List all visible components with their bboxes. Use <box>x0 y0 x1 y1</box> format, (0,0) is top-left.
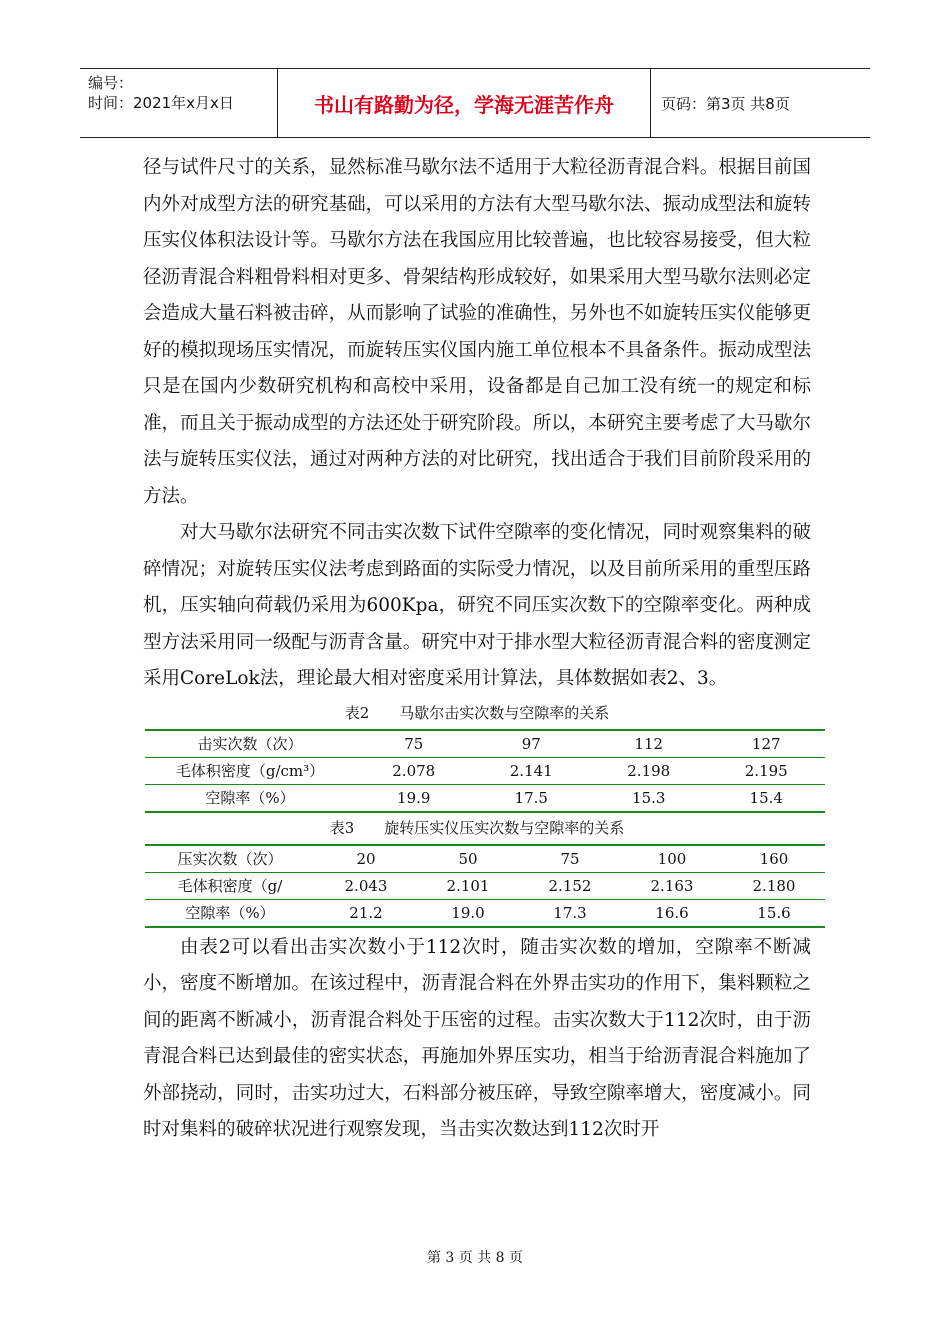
row-header-cell: 击实次数（次） <box>197 735 303 753</box>
header-meta <box>80 69 278 137</box>
data-cell: 2.163 <box>650 876 694 895</box>
table-3-body <box>145 845 825 927</box>
data-cell: 17.3 <box>553 903 587 922</box>
data-cell: 2.180 <box>752 876 796 895</box>
data-cell: 15.3 <box>632 788 666 807</box>
data-cell: 19.9 <box>397 788 431 807</box>
data-cell: 2.195 <box>744 761 788 780</box>
row-header-cell: 压实次数（次） <box>177 850 283 868</box>
data-cell: 15.4 <box>749 788 783 807</box>
row-header-cell: 毛体积密度（g/cm³） <box>175 762 325 780</box>
page-footer: 第 3 页 共 8 页 <box>426 1250 524 1266</box>
data-cell: 2.078 <box>392 761 436 780</box>
data-cell: 50 <box>458 849 478 868</box>
data-cell: 2.043 <box>344 876 388 895</box>
data-cell: 2.101 <box>446 876 490 895</box>
table-row <box>145 845 825 873</box>
table-row <box>145 899 825 927</box>
document-body <box>143 150 811 1149</box>
data-cell: 2.198 <box>627 761 671 780</box>
row-header-cell: 空隙率（%） <box>185 904 275 922</box>
table-row <box>145 872 825 899</box>
data-cell: 112 <box>634 734 664 753</box>
page-label: 页码：第3页 共8页 <box>661 94 790 113</box>
data-cell: 100 <box>657 849 687 868</box>
table-row <box>145 757 825 784</box>
data-cell: 160 <box>759 849 789 868</box>
data-cell: 97 <box>521 734 541 753</box>
data-cell: 75 <box>560 849 580 868</box>
table2-caption: 表2 马歇尔击实次数与空隙率的关系 <box>344 703 610 722</box>
row-header-cell: 毛体积密度（g/ <box>177 877 283 895</box>
table3-caption: 表3 旋转压实仪压实次数与空隙率的关系 <box>329 818 625 837</box>
data-cell: 17.5 <box>514 788 548 807</box>
data-cell: 19.0 <box>451 903 485 922</box>
data-cell: 75 <box>404 734 424 753</box>
table-3 <box>145 844 825 928</box>
data-cell: 2.141 <box>509 761 553 780</box>
number-label: 编号： <box>88 74 134 92</box>
page-header <box>80 68 870 138</box>
table-row <box>145 784 825 812</box>
data-cell: 2.152 <box>548 876 592 895</box>
data-cell: 16.6 <box>655 903 689 922</box>
paragraph-1: 径与试件尺寸的关系，显然标准马歇尔法不适用于大粒径沥青混合料。根据目前国内外对成型方法的研究基础，可以采用的方法有大型马歇尔法、振动成型法和旋转压实仪体积法设计等。马歇尔方法在我国应用比较普遍，也比较容易接受，但大粒径沥青混合料粗骨料相对更多、骨架结构形成较好，如果采用大型马歇尔法则必定会造成大量石料被击碎，从而影响了试验的准确性，另外也不如旋转压实仪能够更好的模拟现场压实情况，而旋转压实仪国内施工单位根本不具备条件。振动成型法只是在国内少数研究机构和高校中采用，设备都是自己加工没有统一的规定和标准，而且关于振动成型的方法还处于研究阶段。所以，本研究主要考虑了大马歇尔法与旋转压实仪法，通过对两种方法的对比研究，找出适合于我们目前阶段采用的方法。 <box>143 157 811 507</box>
motto: 书山有路勤为径，学海无涯苦作舟 <box>278 69 651 137</box>
paragraph-2: 对大马歇尔法研究不同击实次数下试件空隙率的变化情况，同时观察集料的破碎情况；对旋转压实仪法考虑到路面的实际受力情况，以及目前所采用的重型压路机，压实轴向荷载仍采用为600Kpa，研究不同压实次数下的空隙率变化。两种成型方法采用同一级配与沥青含量。研究中对于排水型大粒径沥青混合料的密度测定采用CoreLok法，理论最大相对密度采用计算法，具体数据如表2、3。 <box>143 522 811 689</box>
row-header-cell: 空隙率（%） <box>205 789 295 807</box>
time-label: 时间：2021年x月x日 <box>88 94 234 112</box>
table-2-body <box>145 730 825 812</box>
table-2 <box>145 729 825 813</box>
data-cell: 127 <box>751 734 781 753</box>
data-cell: 20 <box>356 849 376 868</box>
table-row <box>145 730 825 758</box>
paragraph-3: 由表2可以看出击实次数小于112次时，随击实次数的增加，空隙率不断减小，密度不断增加。在该过程中，沥青混合料在外界击实功的作用下，集料颗粒之间的距离不断减小，沥青混合料处于压密的过程。击实次数大于112次时，由于沥青混合料已达到最佳的密实状态，再施加外界压实功，相当于给沥青混合料施加了外部挠动，同时，击实功过大，石料部分被压碎，导致空隙率增大，密度减小。同时对集料的破碎状况进行观察发现，当击实次数达到112次时开 <box>143 936 811 1140</box>
data-cell: 21.2 <box>349 903 383 922</box>
data-cell: 15.6 <box>757 903 791 922</box>
